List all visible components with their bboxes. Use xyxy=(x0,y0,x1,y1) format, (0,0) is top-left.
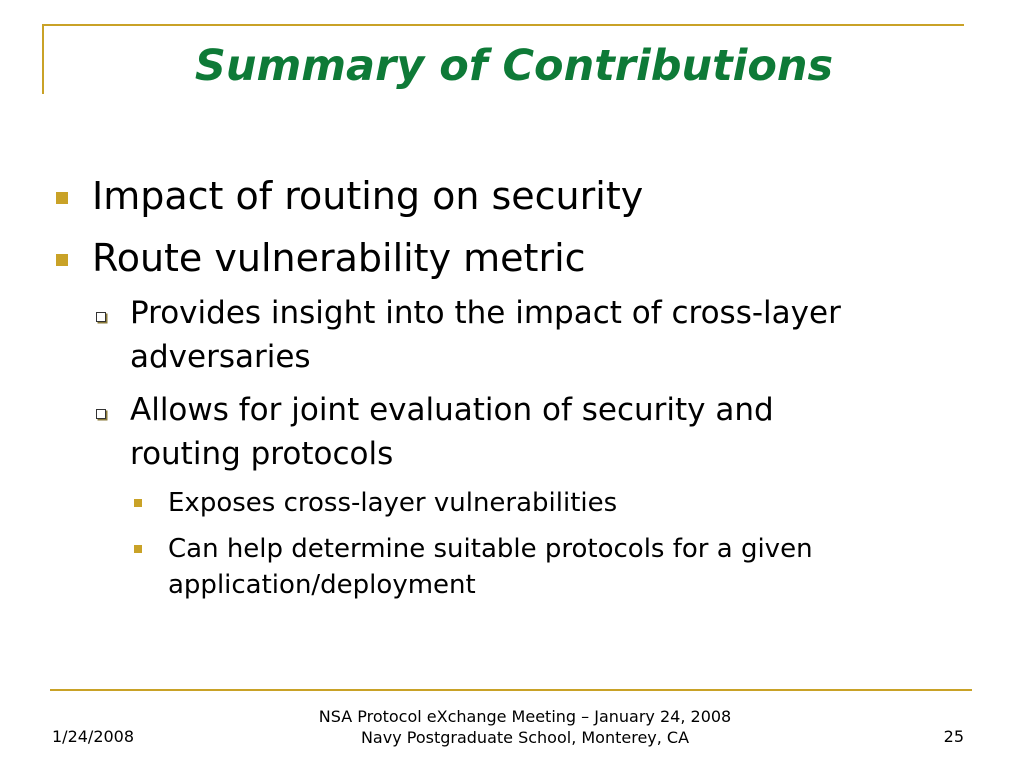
page-number: 25 xyxy=(943,727,964,746)
gold-square-bullet-icon xyxy=(56,192,68,204)
footer-event-line2: Navy Postgraduate School, Monterey, CA xyxy=(360,728,690,747)
hollow-square-bullet-icon xyxy=(96,312,106,322)
sub-sub-bullet-text-line1: Can help determine suitable protocols for a given xyxy=(168,534,813,564)
sub-bullet-text-line2: adversaries xyxy=(130,339,311,375)
sub-bullet-text-line2: routing protocols xyxy=(130,436,394,472)
footer-event-info xyxy=(250,706,800,748)
footer-date: 1/24/2008 xyxy=(52,727,135,746)
bullet-text: Route vulnerability metric xyxy=(92,236,586,280)
sub-sub-bullet-text-line2: application/deployment xyxy=(168,570,476,600)
sub-sub-bullet-text: Exposes cross-layer vulnerabilities xyxy=(168,488,618,518)
gold-square-bullet-icon xyxy=(134,499,142,507)
footer-rule xyxy=(50,689,972,691)
sub-bullet-text-line1: Allows for joint evaluation of security and xyxy=(130,392,774,428)
title-frame-top-rule xyxy=(42,24,964,26)
sub-bullet-text-line1: Provides insight into the impact of cross-layer xyxy=(130,295,841,331)
bullet-text: Impact of routing on security xyxy=(92,174,644,218)
gold-square-bullet-icon xyxy=(56,254,68,266)
slide-title: Summary of Contributions xyxy=(194,41,834,91)
gold-square-bullet-icon xyxy=(134,545,142,553)
hollow-square-bullet-icon xyxy=(96,409,106,419)
footer-event-line1: NSA Protocol eXchange Meeting – January 24, 2008 xyxy=(318,707,732,726)
